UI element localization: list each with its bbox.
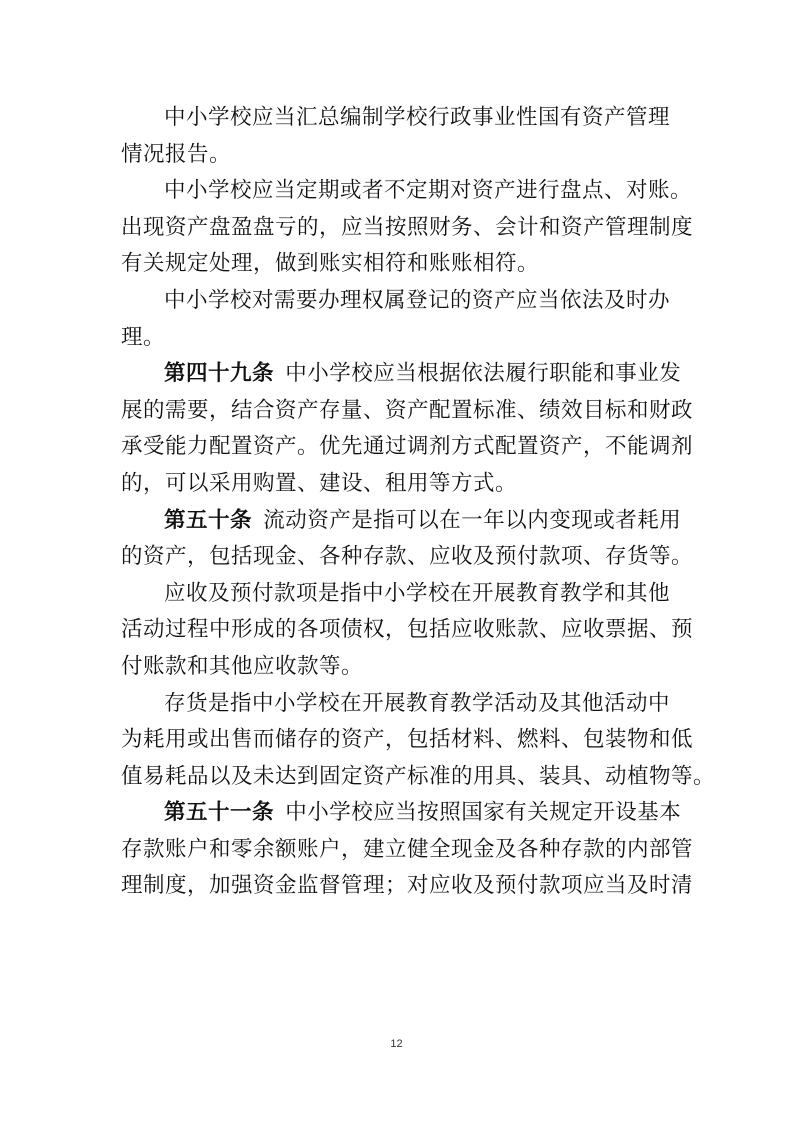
line-text: 中小学校应当定期或者不定期对资产进行盘点、对账。	[164, 178, 693, 204]
text-line	[121, 429, 694, 466]
line-text: 存款账户和零余额账户，建立健全现金及各种存款的内部管	[121, 836, 694, 862]
line-text: 展的需要，结合资产存量、资产配置标准、绩效目标和财政	[121, 397, 694, 423]
text-line	[121, 173, 693, 210]
text-line	[121, 356, 681, 393]
text-line	[121, 759, 716, 796]
line-text: 承受能力配置资产。优先通过调剂方式配置资产，不能调剂	[121, 434, 694, 460]
text-line	[121, 393, 694, 430]
page-number: 12	[390, 1038, 403, 1050]
text-line	[121, 137, 681, 174]
article-heading: 第四十九条	[164, 361, 275, 387]
article-heading: 第五十一条	[164, 800, 275, 826]
line-text: 存货是指中小学校在开展教育教学活动及其他活动中	[164, 690, 671, 716]
text-line	[121, 795, 681, 832]
text-line	[121, 649, 681, 686]
line-text: 值易耗品以及未达到固定资产标准的用具、装具、动植物等。	[121, 763, 716, 789]
text-line	[121, 100, 681, 137]
line-text: 中小学校对需要办理权属登记的资产应当依法及时办	[164, 287, 671, 313]
line-text: 有关规定处理，做到账实相符和账账相符。	[121, 251, 540, 277]
document-body	[121, 100, 716, 905]
line-text: 活动过程中形成的各项债权，包括应收账款、应收票据、预	[121, 617, 694, 643]
line-text: 的，可以采用购置、建设、租用等方式。	[121, 470, 518, 496]
line-text: 中小学校应当按照国家有关规定开设基本	[285, 800, 682, 826]
text-line	[121, 320, 681, 357]
line-text: 情况报告。	[121, 141, 232, 167]
line-text: 理。	[121, 324, 166, 350]
text-line	[121, 503, 681, 540]
line-text: 理制度，加强资金监督管理；对应收及预付款项应当及时清	[121, 873, 694, 899]
text-line	[121, 832, 694, 869]
line-text: 为耗用或出售而储存的资产，包括材料、燃料、包装物和低	[121, 727, 694, 753]
article-heading: 第五十条	[164, 507, 253, 533]
line-text: 中小学校应当根据依法履行职能和事业发	[285, 361, 682, 387]
text-line	[121, 246, 681, 283]
line-text: 出现资产盘盈盘亏的，应当按照财务、会计和资产管理制度	[121, 214, 694, 240]
text-line	[121, 283, 681, 320]
line-text: 付账款和其他应收款等。	[121, 653, 364, 679]
text-line	[121, 466, 681, 503]
text-line	[121, 539, 694, 576]
line-text: 中小学校应当汇总编制学校行政事业性国有资产管理	[164, 105, 671, 130]
text-line	[121, 210, 694, 247]
text-line	[121, 686, 681, 723]
text-line	[121, 722, 694, 759]
text-line	[121, 868, 694, 905]
line-text: 流动资产是指可以在一年以内变现或者耗用	[263, 507, 682, 533]
text-line	[121, 612, 694, 649]
line-text: 应收及预付款项是指中小学校在开展教育教学和其他	[164, 580, 671, 606]
line-text: 的资产，包括现金、各种存款、应收及预付款项、存货等。	[121, 544, 694, 570]
text-line	[121, 576, 681, 613]
